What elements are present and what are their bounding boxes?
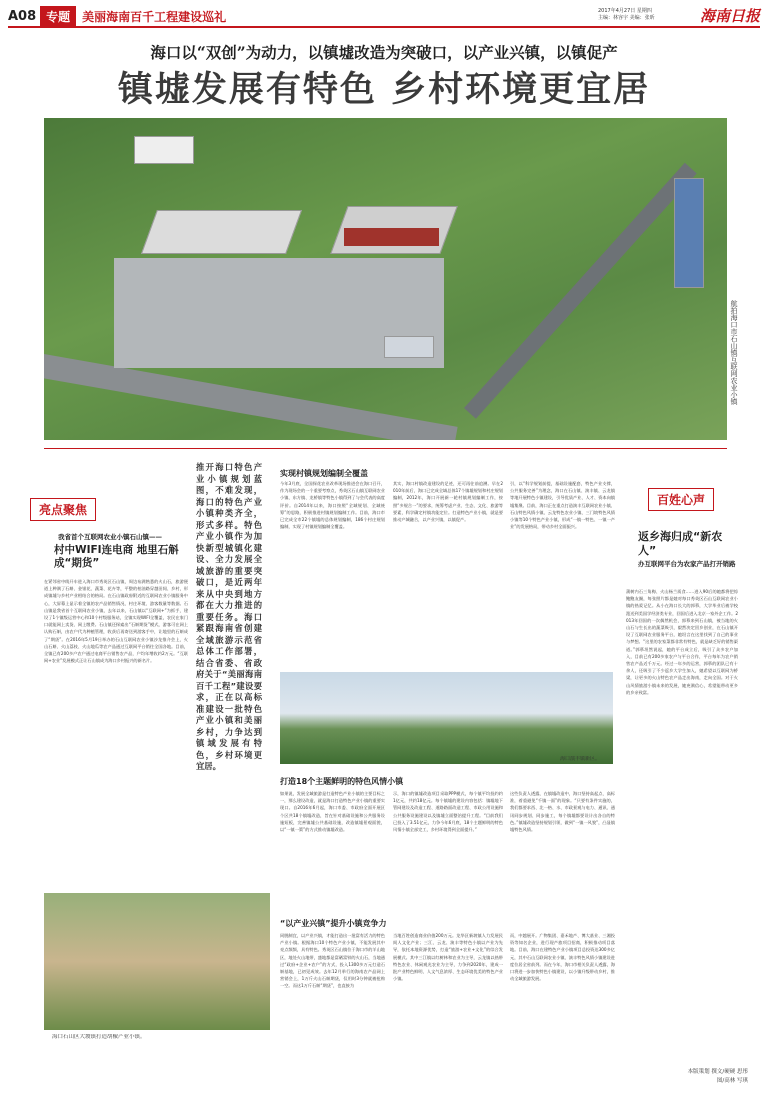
photo-town	[280, 672, 613, 764]
editors: 主编：林容宇 美编：张昕	[598, 15, 655, 21]
right-body: 蒲树内石三角梅、火山杨兰质食……进入90后的她都将把惊鲍鲍友圈，每张照片都是她对每口秀英区石山互联网农业小镇的热爱记忆。从小在海口长大的郭慕，大学毕业后被学校派送到美国学经济类专业，回国后进入北京一家外企工作。2013年回国的一次偶然机会，郭慕来到石山镇，被当地的火山石与生长出的蔬菜吸引，毅然决定回乡创业，在石山镇开设了互联网农业服务平台，她坦言在这里找到了自己的事业与梦想。“这里的农家菜都非常有特色，就是缺乏好的销售渠道。”郭慕坦然说起，她的平台成立后，吸引了众多农户加入，目前已有200多家农户与平台合作，平台每年为农户销售农产品近千万元。经过一年多的运营，郭慕的团队已有十余人，还吸引了不少返乡大学生加入，她希望以互联网为桥梁，让更多的火山特色农产品走出海南，走向全国。对于火山风情旅游小镇未来的发展，她充满信心，希望能带动更多的乡亲致富。	[626, 589, 738, 695]
mid-body-2: 其实，海口村镇改造建设的足迹，还可再往前追溯。早在2010年前后，海口已完成全域总体17个镇墟规划和村庄规划编制，2012年，海口开展新一轮村镇规划编制工作，按照“多规合一”的要求，统筹考虑产业、生态、文化、旅游等要素，科学确定村镇功能定位。打造特色产业小镇，就是要推动产城融合，以产业兴镇，以镇促产。	[393, 481, 503, 523]
aerial-photo	[44, 118, 727, 440]
building	[674, 178, 704, 288]
right-kicker: 返乡海归成“新农人”	[638, 530, 723, 557]
building-facade	[344, 228, 439, 246]
mid-body-1: 今年3月底，全国探花农业改革现场推进会在海口召开，作为现场会的一个重要考察点，秀英区石山镇互联网农业小镇、东方镇、龙桥镇等特色小镇得到了与会代表的高度评价。自2014年以来，海口按照“全域规划、全域统筹”的思路，积极推进村镇规划编制工作。目前，海口市已完成全市22个镇墟的总体规划编制，186个村庄规划编制，实现了村镇规划编制全覆盖。	[280, 481, 385, 530]
photo-farm	[44, 893, 270, 1030]
issue-meta	[598, 8, 688, 22]
left-headline: 村中WIFI连电商 地里石斛成“期货”	[54, 544, 179, 569]
pull-quote: 推开海口特色产业小镇规划蓝图，不难发现，海口的特色产业小镇种类齐全，形式多样。特色产业小镇作为加快新型城镇化建设、全力发展全域旅游的重要突破口，是近两年来从中央到地方都在大力推进的重要任务。海口紧跟海南省创建全域旅游示范省总体工作部署，结合省委、省政府关于“美丽海南百千工程”建设要求，正在以高标准建设一批特色产业小镇和美丽乡村，力争达到镇域发展有特色，乡村环境更宜居。	[196, 462, 262, 771]
right-headline: 办互联网平台为农家产品打开销路	[638, 560, 736, 568]
section-badge: 专题	[40, 6, 76, 27]
credit-photo: 图/高林 写琪	[716, 1078, 748, 1084]
divider	[44, 448, 727, 449]
mid-body-4: 如果说，发展全域旅游是打造特色产业小镇的主要目标之一，那么建设改造，就是海口打造特色产业小镇的重要实现口。自2016年6月起，海口市委、市政府全面开展区个区共18个镇墟改造，旨在针对基础设施和公共服务设施短板，完善镇墟公共基础设施，改造镇墟景观面貌，以“一镇一策”的方式推动镇墟改造。	[280, 791, 385, 833]
credits	[688, 1068, 748, 1086]
left-kicker: 我省首个互联网农业小镇石山镇——	[58, 533, 162, 541]
headline-title: 镇墟发展有特色 乡村环境更宜居	[117, 69, 651, 110]
left-body: 在紧邻省中线开车进入海口市秀英区石山镇，周边布满熟悉的火山石，旅游便道上种满了石斛、金银花、蔬菜、花卉等，平整的柏油路穿越田间、乡村，形成镇墟与乡村产业相结合的格局。在石山镇政府附近的互联网农业小镇服务中心，大屏幕上显示着全镇的农产品销售情况、村庄环境、游客数量等数据。石山镇是我省首个互联网农业小镇，去年以来，石山镇以“互联网+”为抓手，建设了1个镇级运营中心和10个村级服务站，全镇实现WIFI全覆盖，农民在家门口就能网上卖货、网上缴费。石山镇还探索出“石斛期货”模式，游客可在网上认购石斛，由农户代为种植管理，收获后再寄送到游客手中，让地里的石斛成了“期货”。在2016年5月19日举办的石山互联网农业小镇沙龙推介会上，火山石斛、火山荔枝、火山地瓜等农产品通过互联网平台销往全国各地。目前，全镇已有200多户农户通过电商平台销售农产品，户均年增收约2万元。“互联网+农业”发展模式正让石山镇成为海口乡村振兴的新名片。	[44, 579, 188, 664]
headline-subtitle: 海口以“双创”为动力，以镇墟改造为突破口，以产业兴镇，以镇促产	[150, 43, 618, 62]
column-title: 美丽海南百千工程建设巡礼	[82, 9, 227, 24]
mid-body-6: 这些负责人透露，在镇墟改造中，海口坚持高起点、高标准，着重避免“千镇一面”的现象。“只要有条件实施的，我们都要求西、北一格、水、市政景观与电力、通讯、通讯同步规划、同步施工，每个镇墟都要设计出各自的特色。”镇墟改造坚持规划引领，做到“一镇一风貌”，凸显镇墟特色风情。	[510, 791, 615, 833]
mid-body-9: 而，中越展开。广物集团、嘉禾地产、博大基业、三湘投资等知名企业，进行现产旅项目招商，积极推动项目落地。目前，海口在建特色产业小镇项目总投资达300多亿元，其中石山互联网农业小镇、演丰特色风情小镇建设进度位居全省前列。而在今年，海口市相关负责人透露，海口将进一步加快特色小镇建设，以小镇升级带动乡村，推动全域旅游发展。	[510, 933, 615, 982]
photo-farm-caption: 海口石山区大坡镇打造胡椒产业小镇。	[52, 1034, 146, 1040]
billboard	[384, 336, 434, 358]
newspaper-logo: 海南日报	[699, 7, 760, 25]
page-number: A08	[8, 8, 37, 24]
section-label-right: 百姓心声	[648, 488, 714, 511]
photo-caption: 航拍海口市石山镇互联网农业小镇	[730, 300, 738, 405]
mid-body-7: 同脱制宜，以产业兴镇，才能打造出一批富有活力的特色产业小镇。根据海口10个特色产业小镇，不能发展其中亮点频频，具有特色。秀英区石山镇位于海口市的羊山地区，地处火山地带，盛地都是富硒富锌的火山石，当地通过“政府+企业+农户”的方式，投入1300多万元打造石斛基地，已初见成效。去年12月举行的海南农产品网上营销会上，1万斤火山石斛期货，仅用时3分钟就被抢购一空。而这1万斤石斛“期货”，也直接为	[280, 933, 385, 989]
building	[141, 210, 302, 254]
mid-heading-1: 实现村镇规划编制全覆盖	[280, 469, 368, 478]
mid-heading-3: “以产业兴镇”提升小镇竞争力	[280, 919, 387, 928]
section-label-left: 亮点聚焦	[30, 498, 96, 521]
photo-town-caption: 海口演丰镇新区。	[560, 756, 601, 762]
page-header	[8, 6, 760, 28]
mid-body-5: 示，海口的镇墟改造项目采取PPP模式，每个镇平均投约约1亿元，共约18亿元。每个镇墟的建设内容包括：镇墟地下管网建设及改造工程、道路路面改造工程、市政公用设施和公共服务设施建设以及镇墟立面整治提升工程。“目前我们已投入了3.51亿元，力争今年6月底，18个主题鲜明的特色风情小镇全部完工，乡村环境得到全面提升。”	[393, 791, 503, 833]
mid-body-3: 引，以“科学规划前提，基础设施配套，特色产业支撑，公共服务完善”为理念，海口在石山镇、演丰镇、云龙镇等地开展特色小镇建设，引导优质产业、人才、资本向镇墟集聚。目前，海口正在重点打造演丰互联网农业小镇、石山特色风情小镇、云龙特色农业小镇、三门坡特色风情小镇等10个特色产业小镇，形成“一镇一特色、一镇一产业”的发展格局，带动乡村全面振兴。	[510, 481, 615, 530]
credit-writer: 本版策划 撰文/硬硬 思彤	[687, 1069, 748, 1075]
mid-body-8: 当地百姓创造商业价值200万元。龙华区新坡镇人力发展民间人文化产业；三江、云龙、演丰等特色小镇以产业为先导，依托本地资源优势，打造“旅游+农业+文化”的综合发展模式。其中三江镇以红树林和农业为主导，云龙镇以热带特色农业、休闲观光农业为主导，力争到2020年，建成一批产业特色鲜明、人文气息浓厚、生态环境优美的特色产业小镇。	[393, 933, 503, 982]
road	[464, 163, 697, 419]
mid-heading-2: 打造18个主题鲜明的特色风情小镇	[280, 777, 404, 786]
issue-date: 2017年4月27日 星期四	[598, 8, 652, 14]
building	[134, 136, 194, 164]
